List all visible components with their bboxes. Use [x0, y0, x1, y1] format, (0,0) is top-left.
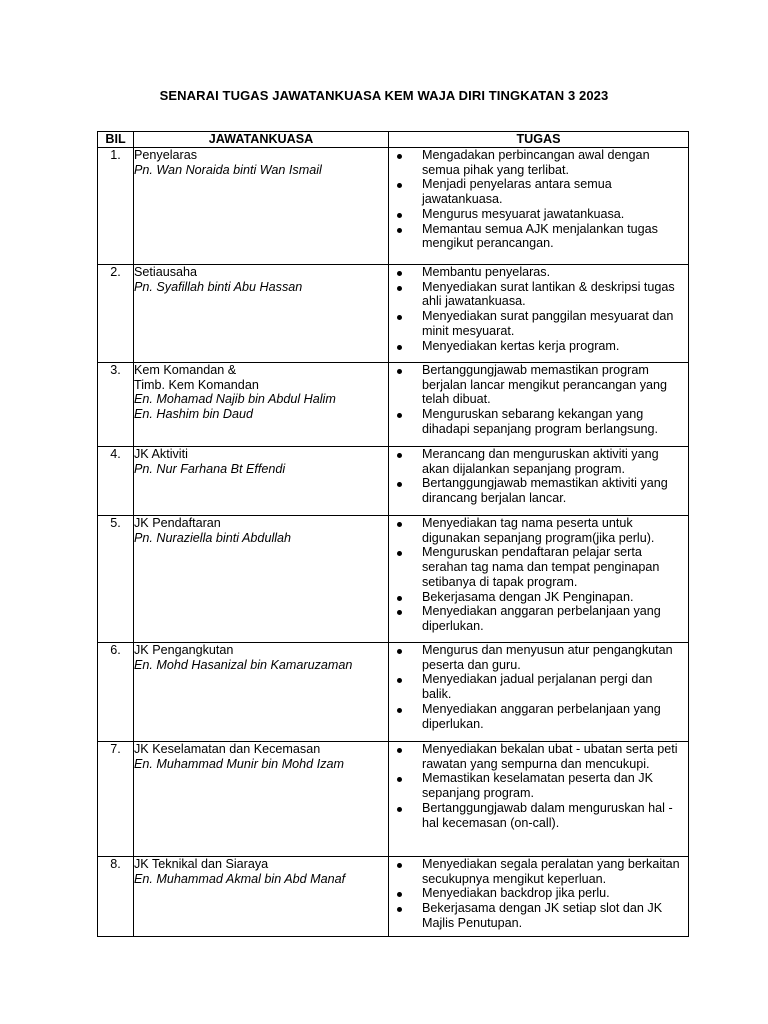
committee-role: JK Teknikal dan Siaraya — [134, 857, 269, 871]
table-row — [98, 516, 689, 643]
duty-text: Menyediakan anggaran perbelanjaan yang diperlukan. — [422, 604, 661, 633]
row-number: 3. — [98, 363, 134, 447]
duty-item — [389, 801, 688, 830]
committee-cell — [134, 447, 389, 516]
duty-item — [389, 604, 688, 633]
duty-item — [389, 590, 688, 605]
duty-text: Membantu penyelaras. — [422, 265, 551, 279]
table-row — [98, 857, 689, 937]
bullet-icon — [397, 369, 402, 374]
member-name: Pn. Syafillah binti Abu Hassan — [134, 279, 303, 294]
member-name: Pn. Nur Farhana Bt Effendi — [134, 461, 286, 476]
bullet-icon — [397, 649, 402, 654]
bullet-icon — [397, 708, 402, 713]
duties-cell — [389, 516, 689, 643]
bullet-icon — [397, 807, 402, 812]
duty-text: Menguruskan pendaftaran pelajar serta serahan tag nama dan tempat penginapan setibanya di tapak program. — [422, 545, 660, 589]
duty-text: Menyediakan jadual perjalanan pergi dan balik. — [422, 672, 653, 702]
bullet-icon — [397, 907, 402, 912]
duty-text: Mengadakan perbincangan awal dengan semua pihak yang terlibat. — [422, 148, 650, 177]
table-row — [98, 265, 689, 363]
bullet-icon — [397, 482, 402, 487]
member-name: En. Mohamad Najib bin Abdul Halim — [134, 392, 336, 407]
committee-cell — [134, 857, 389, 937]
duty-list — [389, 148, 688, 251]
duty-list — [389, 265, 688, 353]
member-name: En. Mohd Hasanizal bin Kamaruzaman — [134, 657, 353, 672]
duty-item — [389, 672, 688, 701]
member-name: Pn. Nuraziella binti Abdullah — [134, 530, 292, 545]
committee-role: JK Pengangkutan — [134, 643, 234, 657]
row-number: 6. — [98, 643, 134, 742]
duty-item — [389, 516, 688, 545]
committee-cell — [134, 148, 389, 265]
duties-cell — [389, 148, 689, 265]
duty-text: Mengurus dan menyusun atur pengangkutan peserta dan guru. — [422, 643, 673, 672]
bullet-icon — [397, 183, 402, 188]
bullet-icon — [397, 154, 402, 159]
bullet-icon — [397, 345, 402, 350]
duty-item — [389, 545, 688, 589]
duty-text: Menyediakan surat lantikan & deskripsi tugas ahli jawatankuasa. — [422, 279, 675, 309]
bullet-icon — [397, 315, 402, 320]
duty-item — [389, 309, 688, 338]
committee-role: Kem Komandan & — [134, 363, 237, 377]
row-number: 2. — [98, 265, 134, 363]
duty-item — [389, 339, 688, 354]
duty-list — [389, 857, 688, 931]
duty-text: Menjadi penyelaras antara semua jawatankuasa. — [422, 177, 612, 207]
duty-text: Menyediakan bekalan ubat - ubatan serta peti rawatan yang sempurna dan mencukupi. — [422, 742, 678, 771]
duty-text: Merancang dan menguruskan aktiviti yang akan dijalankan sepanjang program. — [422, 447, 659, 476]
bullet-icon — [397, 228, 402, 233]
duty-text: Bertanggungjawab dalam menguruskan hal - hal kecemasan (on-call). — [422, 800, 673, 830]
member-name: En. Hashim bin Daud — [134, 407, 254, 422]
committee-cell — [134, 363, 389, 447]
duty-item — [389, 280, 688, 309]
duty-text: Menyediakan kertas kerja program. — [422, 338, 620, 353]
bullet-icon — [397, 596, 402, 601]
page-title: SENARAI TUGAS JAWATANKUASA KEM WAJA DIRI TINGKATAN 3 2023 — [159, 88, 609, 103]
duty-item — [389, 643, 688, 672]
duty-item — [389, 363, 688, 407]
row-number: 8. — [98, 857, 134, 937]
committee-role: JK Keselamatan dan Kecemasan — [134, 742, 321, 756]
duty-item — [389, 265, 688, 280]
bullet-icon — [397, 610, 402, 615]
duty-item — [389, 702, 688, 731]
duty-item — [389, 148, 688, 177]
duty-item — [389, 447, 688, 476]
duty-list — [389, 516, 688, 634]
bullet-icon — [397, 213, 402, 218]
duty-item — [389, 407, 688, 436]
duty-text: Mengurus mesyuarat jawatankuasa. — [422, 206, 625, 221]
committee-role: Timb. Kem Komandan — [134, 377, 259, 392]
bullet-icon — [397, 748, 402, 753]
row-number: 5. — [98, 516, 134, 643]
duty-list — [389, 363, 688, 437]
committee-role: Penyelaras — [134, 148, 198, 162]
row-number: 7. — [98, 742, 134, 857]
committee-cell — [134, 742, 389, 857]
table-row — [98, 363, 689, 447]
bullet-icon — [397, 551, 402, 556]
duties-cell — [389, 742, 689, 857]
duty-text: Menyediakan surat panggilan mesyuarat dan minit mesyuarat. — [422, 309, 674, 338]
duty-text: Bekerjasama dengan JK Penginapan. — [422, 589, 634, 604]
committee-role: Setiausaha — [134, 265, 198, 279]
committee-cell — [134, 643, 389, 742]
duty-text: Memantau semua AJK menjalankan tugas mengikut perancangan. — [422, 221, 658, 251]
duty-item — [389, 771, 688, 800]
header-tugas: TUGAS — [389, 132, 689, 148]
duty-item — [389, 886, 688, 901]
table-row — [98, 447, 689, 516]
committee-role: JK Aktiviti — [134, 447, 188, 461]
committee-role: JK Pendaftaran — [134, 516, 221, 530]
committee-cell — [134, 265, 389, 363]
duty-text: Memastikan keselamatan peserta dan JK sepanjang program. — [422, 771, 654, 801]
duty-item — [389, 857, 688, 886]
duties-cell — [389, 447, 689, 516]
duty-list — [389, 447, 688, 506]
table-row — [98, 742, 689, 857]
bullet-icon — [397, 453, 402, 458]
table-row — [98, 148, 689, 265]
bullet-icon — [397, 286, 402, 291]
bullet-icon — [397, 777, 402, 782]
header-jawatankuasa: JAWATANKUASA — [134, 132, 389, 148]
table-header-row — [98, 132, 689, 148]
duty-text: Bekerjasama dengan JK setiap slot dan JK Majlis Penutupan. — [422, 901, 663, 930]
duty-item — [389, 901, 688, 930]
bullet-icon — [397, 863, 402, 868]
bullet-icon — [397, 271, 402, 276]
duties-cell — [389, 363, 689, 447]
duty-item — [389, 222, 688, 251]
duty-list — [389, 742, 688, 830]
duty-list — [389, 643, 688, 731]
member-name: En. Muhammad Munir bin Mohd Izam — [134, 756, 344, 771]
duty-item — [389, 476, 688, 505]
bullet-icon — [397, 522, 402, 527]
row-number: 4. — [98, 447, 134, 516]
duties-cell — [389, 265, 689, 363]
duty-text: Bertanggungjawab memastikan program berjalan lancar mengikut perancangan yang telah dibuat. — [422, 363, 668, 407]
duty-text: Menyediakan anggaran perbelanjaan yang diperlukan. — [422, 701, 661, 731]
committee-duty-table — [97, 131, 689, 937]
bullet-icon — [397, 892, 402, 897]
duty-text: Bertanggungjawab memastikan aktiviti yang dirancang berjalan lancar. — [422, 476, 668, 506]
duty-text: Menyediakan segala peralatan yang berkaitan secukupnya mengikut keperluan. — [422, 857, 680, 886]
committee-cell — [134, 516, 389, 643]
duties-cell — [389, 857, 689, 937]
header-bil: BIL — [98, 132, 134, 148]
table-row — [98, 643, 689, 742]
duty-item — [389, 742, 688, 771]
duty-text: Menyediakan tag nama peserta untuk digunakan sepanjang program(jika perlu). — [422, 516, 655, 545]
bullet-icon — [397, 413, 402, 418]
duties-cell — [389, 643, 689, 742]
row-number: 1. — [98, 148, 134, 265]
table-body — [98, 148, 689, 937]
member-name: En. Muhammad Akmal bin Abd Manaf — [134, 871, 346, 886]
duty-text: Menguruskan sebarang kekangan yang dihadapi sepanjang program berlangsung. — [422, 407, 658, 436]
member-name: Pn. Wan Noraida binti Wan Ismail — [134, 162, 322, 177]
duty-item — [389, 207, 688, 222]
duty-item — [389, 177, 688, 206]
bullet-icon — [397, 678, 402, 683]
duty-text: Menyediakan backdrop jika perlu. — [422, 886, 610, 901]
